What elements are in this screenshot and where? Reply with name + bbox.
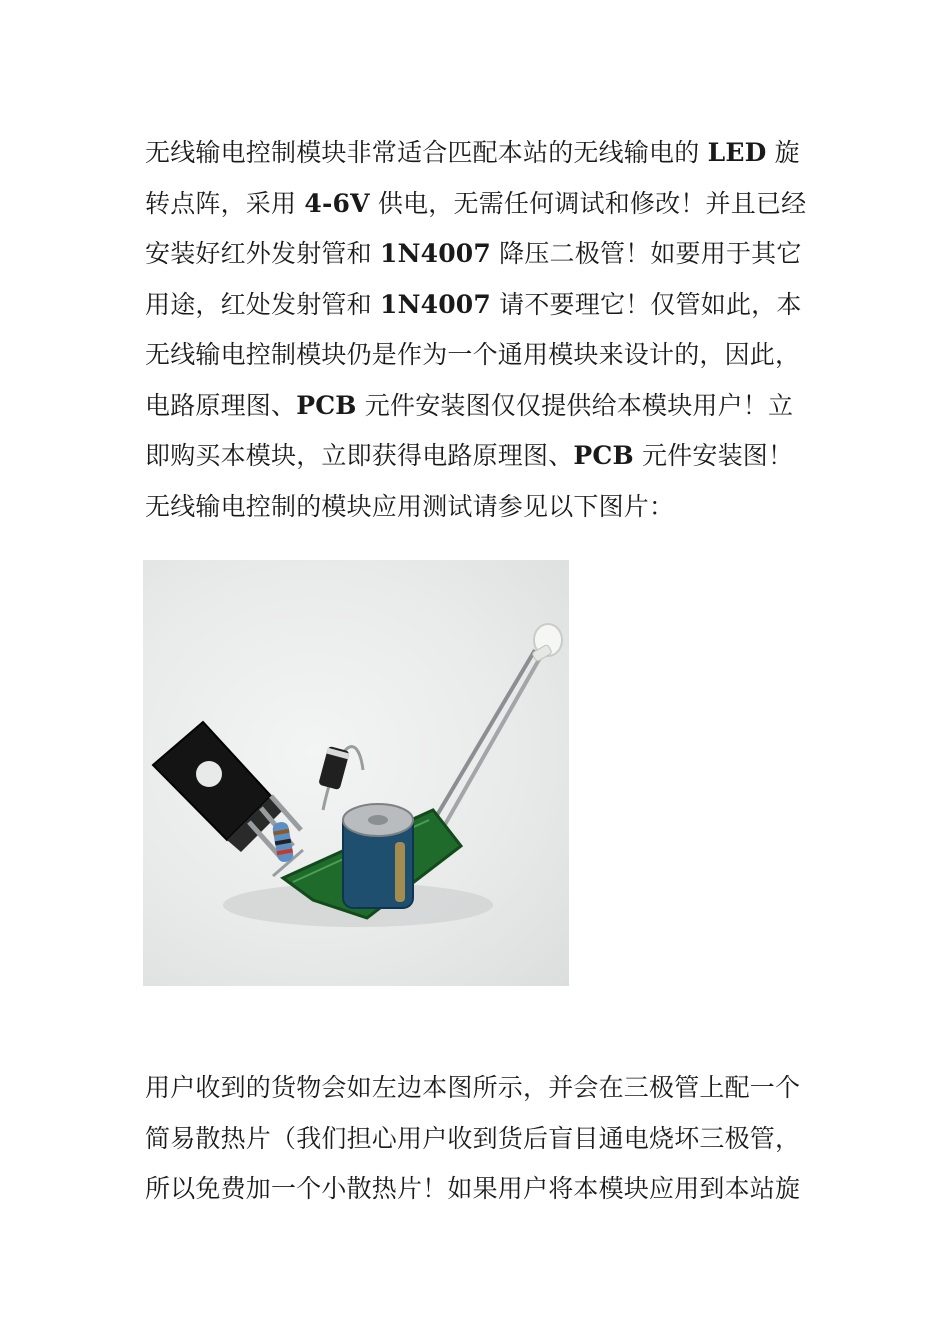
led-lead [443, 656, 541, 828]
capacitor-icon [343, 804, 413, 908]
led-lead [433, 650, 535, 822]
text-segment: 请不要理它！仅管如此，本无线输电控制模块仍是作为一个通用模块来设计的，因此，电路原理图、 [145, 289, 802, 420]
bold-term-pcb: PCB [573, 441, 634, 470]
note-paragraph: 用户收到的货物会如左边本图所示，并会在三极管上配一个简易散热片（我们担心用户收到货后盲目通电烧坏三极管，所以免费加一个小散热片！如果用户将本模块应用到本站旋 [145, 1073, 801, 1203]
text-segment: 供电，无需任何调试和修改！并且已经安装好红外发射管和 [145, 188, 807, 268]
module-photo-illustration [143, 560, 569, 986]
text-segment: 降压二极管！如要用于其它用途，红处发射管和 [145, 239, 802, 319]
bold-term-diode: 1N4007 [379, 289, 491, 319]
bold-term-diode: 1N4007 [379, 239, 491, 268]
bold-term-led: LED [707, 138, 767, 167]
module-photo [143, 560, 569, 986]
intro-paragraph [145, 128, 810, 532]
text-segment: 元件安装图！无线输电控制的模块应用测试请参见以下图片： [145, 441, 794, 521]
bold-term-pcb: PCB [296, 390, 357, 420]
text-segment: 无线输电控制模块非常适合匹配本站的无线输电的 [145, 138, 700, 167]
text-segment: 元件安装图仅仅提供给本模块用户！立即购买本模块，立即获得电路原理图、 [145, 390, 794, 470]
led-icon [532, 624, 562, 662]
bold-term-voltage: 4-6V [304, 188, 370, 218]
diode-icon [318, 746, 363, 810]
text-segment: 旋转点阵，采用 [145, 138, 800, 218]
